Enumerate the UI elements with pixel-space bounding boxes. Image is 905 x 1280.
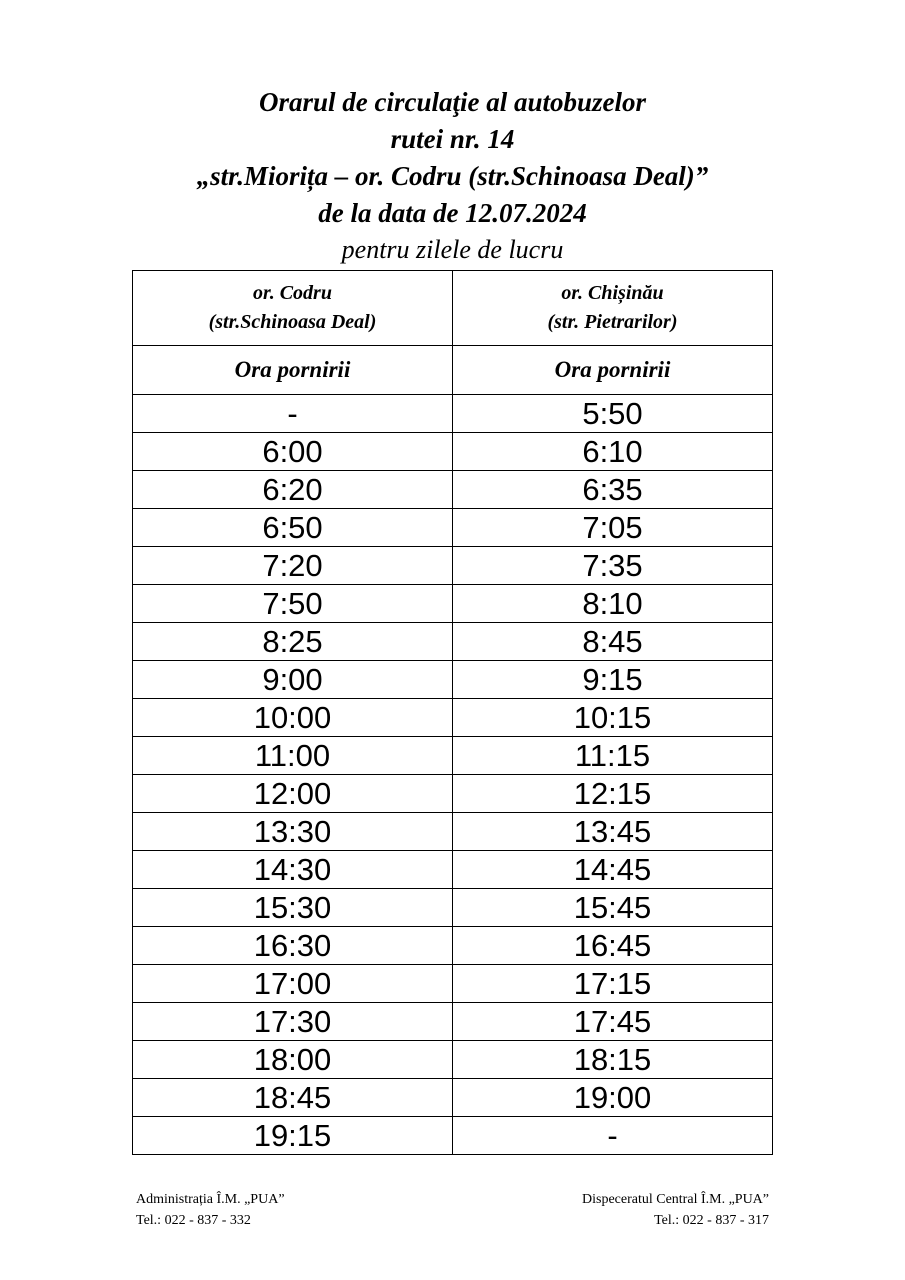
departure-time: 9:15 (453, 661, 773, 699)
departure-time: 19:00 (453, 1079, 773, 1117)
departure-time: 7:20 (133, 547, 453, 585)
table-row (133, 965, 773, 1003)
stop-header-codru (133, 271, 453, 346)
table-row (133, 1117, 773, 1155)
departure-time: 7:05 (453, 509, 773, 547)
title-line-4: de la data de 12.07.2024 (318, 198, 587, 228)
departure-time: 15:45 (453, 889, 773, 927)
title-line-3: „str.Miorița – or. Codru (str.Schinoasa Deal)” (196, 161, 709, 191)
table-row (133, 1003, 773, 1041)
departure-time: 14:45 (453, 851, 773, 889)
departure-time: 8:25 (133, 623, 453, 661)
departure-time: 9:00 (133, 661, 453, 699)
table-row (133, 547, 773, 585)
table-row (133, 1079, 773, 1117)
departure-time: - (453, 1117, 773, 1155)
column-label-row (133, 346, 773, 395)
departure-time: 10:15 (453, 699, 773, 737)
departure-time: 7:50 (133, 585, 453, 623)
departure-time: 19:15 (133, 1117, 453, 1155)
departure-time: 17:30 (133, 1003, 453, 1041)
footer-dispatch-phone: Tel.: 022 - 837 - 317 (654, 1213, 769, 1228)
departure-time: 18:15 (453, 1041, 773, 1079)
table-row (133, 851, 773, 889)
departure-time: 16:45 (453, 927, 773, 965)
footer-dispatch-name: Dispeceratul Central Î.M. „PUA” (582, 1192, 769, 1207)
stop-name: or. Codru (253, 282, 332, 304)
stop-header-chisinau (453, 271, 773, 346)
table-row (133, 1041, 773, 1079)
table-row (133, 585, 773, 623)
departure-time: 17:00 (133, 965, 453, 1003)
table-row (133, 623, 773, 661)
departure-time: 14:30 (133, 851, 453, 889)
departure-time: 13:45 (453, 813, 773, 851)
departure-time: 7:35 (453, 547, 773, 585)
footer-dispatch (582, 1189, 769, 1231)
departure-time: 17:15 (453, 965, 773, 1003)
departure-time: 8:10 (453, 585, 773, 623)
table-row (133, 699, 773, 737)
stop-street: (str. Pietrarilor) (547, 311, 678, 333)
departure-time: 18:45 (133, 1079, 453, 1117)
footer-administration-name: Administrația Î.M. „PUA” (136, 1192, 285, 1207)
footer-administration-phone: Tel.: 022 - 837 - 332 (136, 1213, 251, 1228)
table-row (133, 661, 773, 699)
stop-name: or. Chișinău (561, 282, 664, 304)
departure-time: 17:45 (453, 1003, 773, 1041)
departure-time: 13:30 (133, 813, 453, 851)
stop-header-row (133, 271, 773, 346)
table-row (133, 737, 773, 775)
departure-time: 6:10 (453, 433, 773, 471)
departure-time: 12:15 (453, 775, 773, 813)
title-line-2: rutei nr. 14 (390, 124, 515, 154)
subtitle: pentru zilele de lucru (341, 235, 564, 264)
title-line-1: Orarul de circulaţie al autobuzelor (258, 87, 647, 117)
departure-time: 8:45 (453, 623, 773, 661)
departure-time: 11:15 (453, 737, 773, 775)
stop-street: (str.Schinoasa Deal) (208, 311, 377, 333)
table-row (133, 889, 773, 927)
column-label: Ora pornirii (133, 346, 453, 395)
table-row (133, 775, 773, 813)
departure-time: 12:00 (133, 775, 453, 813)
table-row (133, 471, 773, 509)
table-row (133, 927, 773, 965)
table-row (133, 433, 773, 471)
departure-time: 6:50 (133, 509, 453, 547)
column-label: Ora pornirii (453, 346, 773, 395)
footer-administration (136, 1189, 285, 1231)
departure-time: 6:35 (453, 471, 773, 509)
document-heading (0, 84, 905, 268)
departure-time: 11:00 (133, 737, 453, 775)
table-row (133, 395, 773, 433)
timetable (132, 270, 773, 1155)
departure-time: 6:00 (133, 433, 453, 471)
departure-time: 10:00 (133, 699, 453, 737)
departure-time: 15:30 (133, 889, 453, 927)
table-row (133, 813, 773, 851)
table-row (133, 509, 773, 547)
departure-time: 16:30 (133, 927, 453, 965)
departure-time: - (133, 395, 453, 433)
departure-time: 5:50 (453, 395, 773, 433)
departure-time: 6:20 (133, 471, 453, 509)
departure-time: 18:00 (133, 1041, 453, 1079)
